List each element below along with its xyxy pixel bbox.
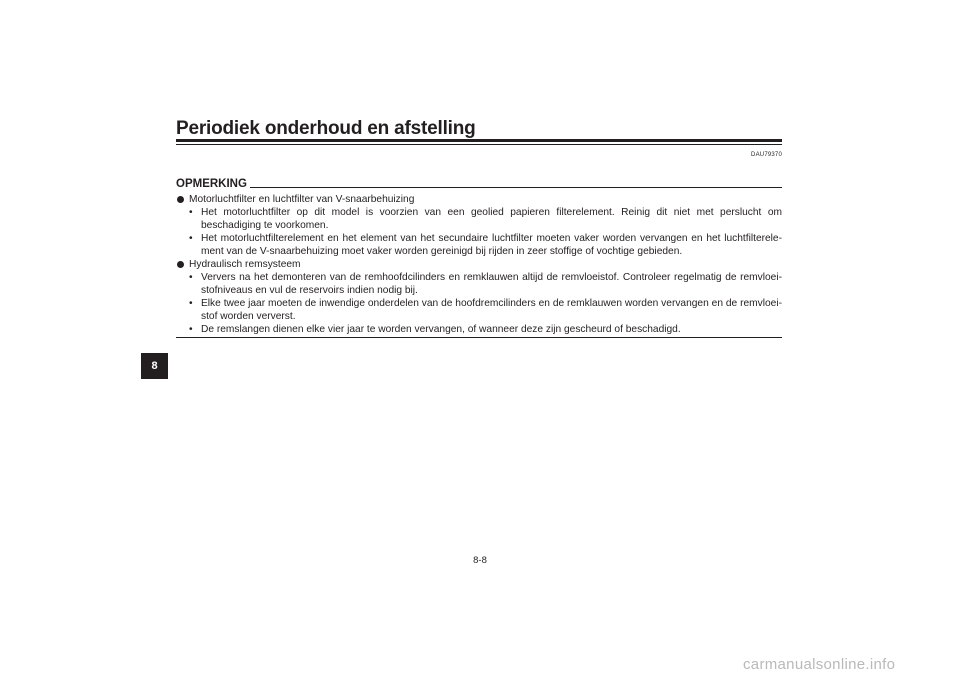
bullet-icon: •	[189, 298, 193, 309]
note-heading: OPMERKING	[176, 178, 247, 190]
note-subitem	[176, 206, 782, 232]
note-subitem-text: Het motorluchtfilterelement en het element van het secundaire luchtfilter moeten vaker worden vervangen en het luchtfilterele-ment van de V-snaarbehuizing moet vaker worden gereinigd bij rijden in zeer stoffige of vochtige gebieden.	[201, 233, 782, 257]
bullet-icon: •	[189, 233, 193, 244]
note-subitem	[176, 297, 782, 323]
bullet-dot-icon	[177, 261, 184, 268]
bullet-icon: •	[189, 207, 193, 218]
note-subitem	[176, 323, 782, 336]
bullet-icon: •	[189, 272, 193, 283]
note-rule-top	[250, 187, 782, 188]
note-subitem-text: De remslangen dienen elke vier jaar te worden vervangen, of wanneer deze zijn gescheurd of beschadigd.	[201, 324, 681, 335]
title-rule-thin	[176, 144, 782, 145]
note-subitem	[176, 271, 782, 297]
note-subitem	[176, 232, 782, 258]
note-subitem-text: Ververs na het demonteren van de remhoofdcilinders en remklauwen altijd de remvloeistof. Controleer regelmatig de remvloei-stofniveaus en vul de reservoirs indien nodig bij.	[201, 272, 782, 296]
note-item-label: Hydraulisch remsysteem	[189, 259, 301, 270]
title-rule	[176, 139, 782, 142]
page-title: Periodiek onderhoud en afstelling	[176, 118, 476, 139]
note-subitem-text: Elke twee jaar moeten de inwendige onderdelen van de hoofdremcilinders en de remklauwen worden vervangen en de remvloei-stof worden ververst.	[201, 298, 782, 322]
note-item-label: Motorluchtfilter en luchtfilter van V-snaarbehuizing	[189, 194, 415, 205]
bullet-icon: •	[189, 324, 193, 335]
reference-code: DAU79370	[751, 152, 782, 158]
watermark: carmanualsonline.info	[743, 656, 896, 673]
note-subitem-text: Het motorluchtfilter op dit model is voorzien van een geolied papieren filterelement. Reinig dit niet met perslucht om beschadiging te voorkomen.	[201, 207, 782, 231]
note-item-brake-system	[176, 258, 782, 271]
note-rule-bottom	[176, 337, 782, 338]
chapter-tab: 8	[141, 353, 168, 379]
bullet-dot-icon	[177, 196, 184, 203]
note-item-air-filter	[176, 193, 782, 206]
page-number: 8-8	[473, 555, 487, 566]
note-content	[176, 193, 782, 336]
